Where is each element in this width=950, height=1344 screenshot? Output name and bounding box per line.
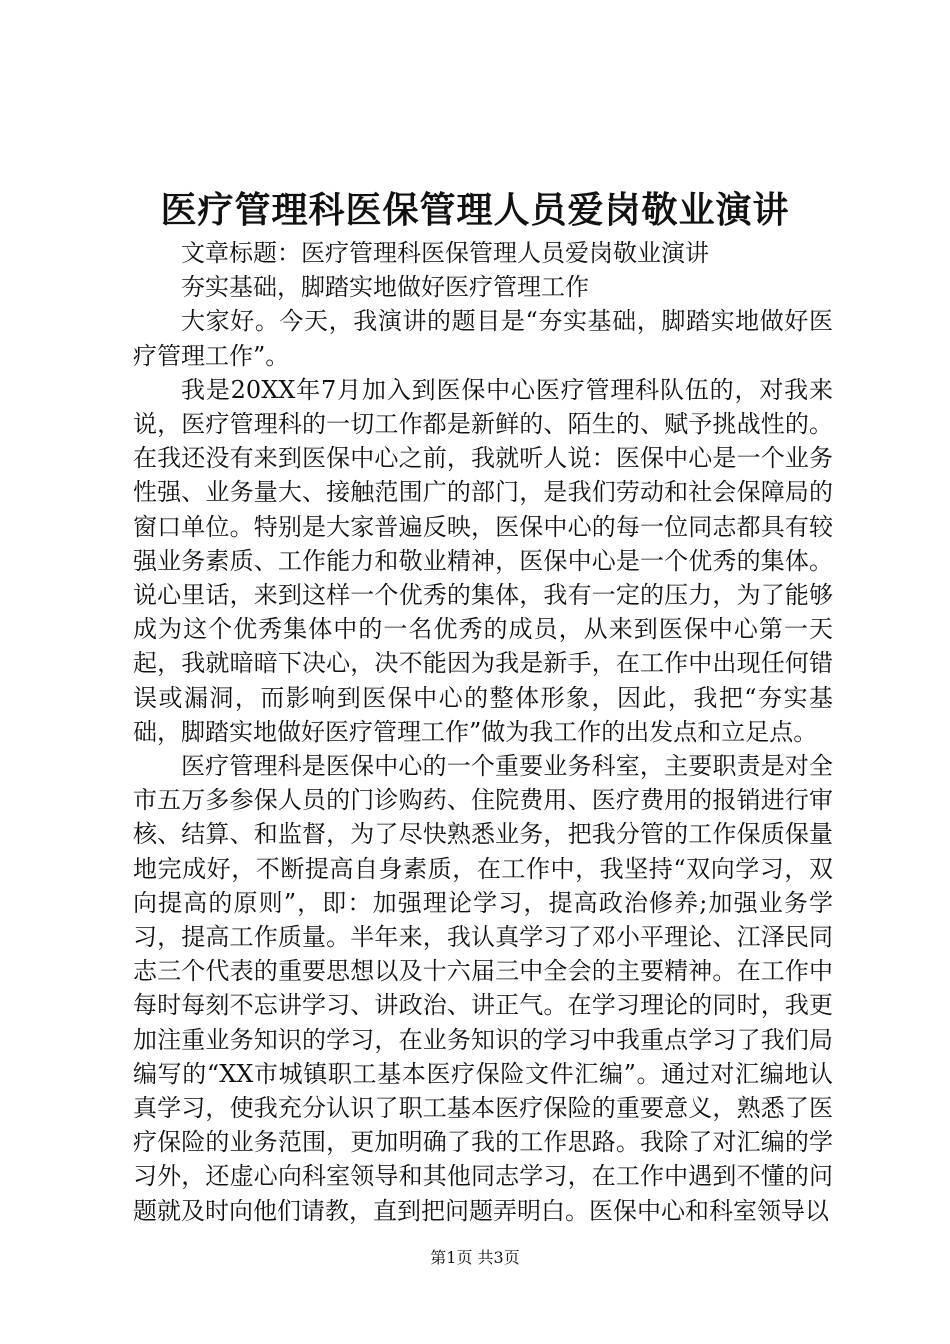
article-title-line: 文章标题：医疗管理科医保管理人员爱岗敬业演讲 <box>181 239 709 267</box>
document-title: 医疗管理科医保管理人员爱岗敬业演讲 <box>160 189 790 231</box>
subtitle-line: 夯实基础，脚踏实地做好医疗管理工作 <box>181 273 589 302</box>
document-body <box>133 236 833 1228</box>
page-footer: 第1页 共3页 <box>430 1248 520 1267</box>
paragraph: 大家好。今天，我演讲的题目是“夯实基础，脚踏实地做好医疗管理工作”。 <box>133 307 833 370</box>
paragraph: 我是20XX年7月加入到医保中心医疗管理科队伍的，对我来说，医疗管理科的一切工作都是新鲜的、陌生的、赋予挑战性的。在我还没有来到医保中心之前，我就听人说：医保中心是一个业务性强、业务量大、接触范围广的部门，是我们劳动和社会保障局的窗口单位。特别是大家普遍反映，医保中心的每一位同志都具有较强业务素质、工作能力和敬业精神，医保中心是一个优秀的集体。说心里话，来到这样一个优秀的集体，我有一定的压力，为了能够成为这个优秀集体中的一名优秀的成员，从来到医保中心第一天起，我就暗暗下决心，决不能因为我是新手，在工作中出现任何错误或漏洞，而影响到医保中心的整体形象，因此，我把“夯实基础，脚踏实地做好医疗管理工作”做为我工作的出发点和立足点。 <box>133 375 833 746</box>
paragraph: 医疗管理科是医保中心的一个重要业务科室，主要职责是对全市五万多参保人员的门诊购药、住院费用、医疗费用的报销进行审核、结算、和监督，为了尽快熟悉业务，把我分管的工作保质保量地完成好，不断提高自身素质，在工作中，我坚持“双向学习，双向提高的原则”，即：加强理论学习，提高政治修养;加强业务学习，提高工作质量。半年来，我认真学习了邓小平理论、江泽民同志三个代表的重要思想以及十六届三中全会的主要精神。在工作中每时每刻不忘讲学习、讲政治、讲正气。在学习理论的同时，我更加注重业务知识的学习，在业务知识的学习中我重点学习了我们局编写的“XX市城镇职工基本医疗保险文件汇编”。通过对汇编地认真学习，使我充分认识了职工基本医疗保险的重要意义，熟悉了医疗保险的业务范围，更加明确了我的工作思路。我除了对汇编的学习外，还虚心向科室领导和其他同志学习，在工作中遇到不懂的问题就及时向他们请教，直到把问题弄明白。医保中心和科室领导以 <box>133 752 833 1225</box>
